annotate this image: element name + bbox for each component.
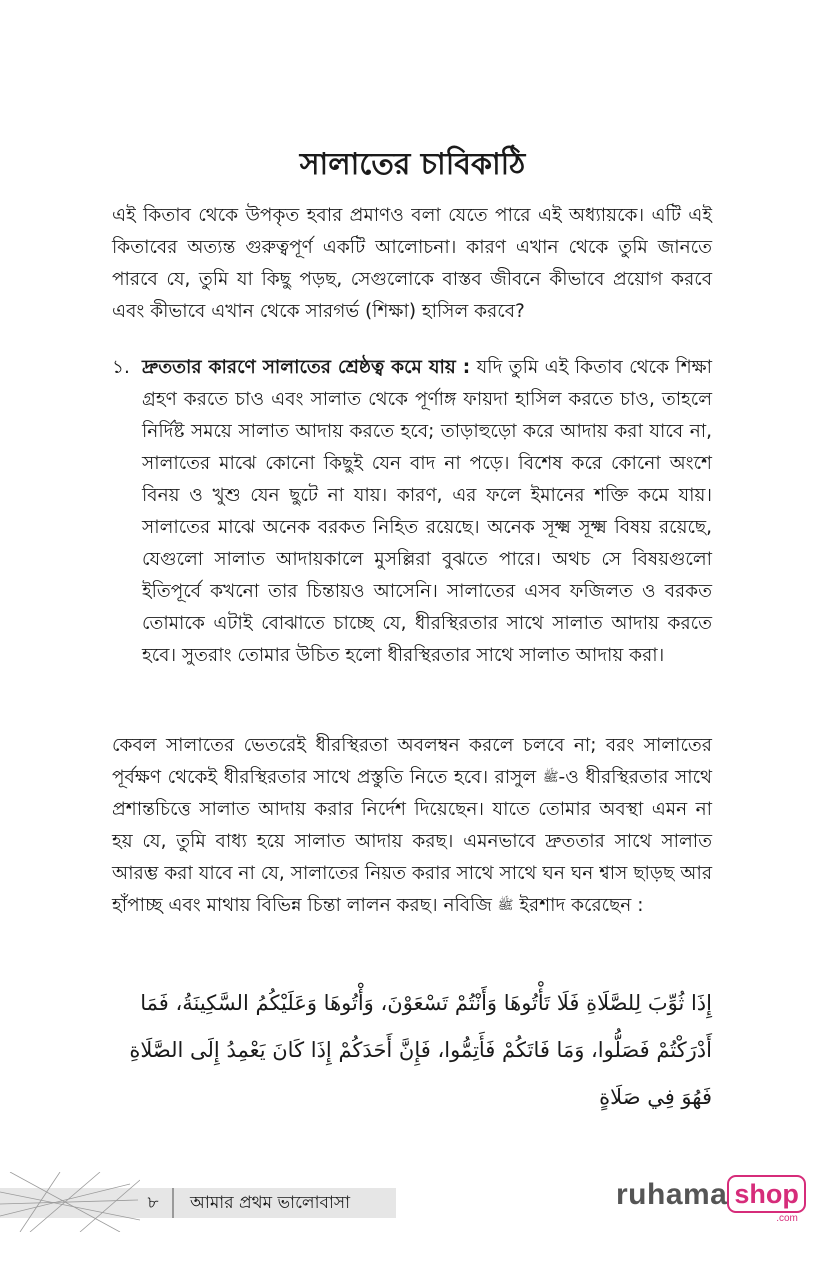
- second-paragraph: [112, 730, 712, 922]
- logo-shop-badge: shop: [727, 1175, 806, 1213]
- item-body: [142, 352, 712, 672]
- footer-decoration: [0, 1172, 140, 1232]
- logo-text: ruhama: [616, 1178, 728, 1211]
- salutation-seal: ﷺ: [497, 898, 514, 913]
- item-text: যদি তুমি এই কিতাব থেকে শিক্ষা গ্রহণ করতে চাও এবং সালাত থেকে পূর্ণাঙ্গ ফায়দা হাসিল করতে চাও, তাহলে নির্দিষ্ট সময়ে সালাত আদায় করতে হবে; তাড়াহুড়ো করে আদায় করা যাবে না, সালাতের মাঝে কোনো কিছুই যেন বাদ না পড়ে। বিশেষ করে কোনো অংশে বিনয় ও খুশু যেন ছুটে না যায়। কারণ, এর ফলে ইমানের শক্তি কমে যায়। সালাতের মাঝে অনেক বরকত নিহিত রয়েছে। অনেক সূক্ষ্ম সূক্ষ্ম বিষয় রয়েছে, যেগুলো সালাত আদায়কালে মুসল্লিরা বুঝতে পারে। অথচ সে বিষয়গুলো ইতিপূর্বে কখনো তার চিন্তায়ও আসেনি। সালাতের এসব ফজিলত ও বরকত তোমাকে এটাই বোঝাতে চাচ্ছে যে, ধীরস্থিরতার সাথে সালাত আদায় করতে হবে। সুতরাং তোমার উচিত হলো ধীরস্থিরতার সাথে সালাত আদায় করা।: [142, 357, 712, 666]
- item-heading: দ্রুততার কারণে সালাতের শ্রেষ্ঠত্ব কমে যায় :: [142, 357, 471, 378]
- page-title: সালাতের চাবিকাঠি: [299, 147, 526, 182]
- para2-part2: -ও ধীরস্থিরতার সাথে প্রশান্তচিত্তে সালাত আদায় করার নির্দেশ দিয়েছেন। যাতে তোমার অবস্থা এমন না হয় যে, তুমি বাধ্য হয়ে সালাত আদায় করছ। এমনভাবে দ্রুততার সাথে সালাত আরম্ভ করা যাবে না যে, সালাতের নিয়ত করার সাথে সাথে ঘন ঘন শ্বাস ছাড়ছ আর হাঁপাচ্ছ এবং মাথায় বিভিন্ন চিন্তা লালন করছ। নবিজি: [112, 767, 712, 916]
- item-number: ১.: [112, 357, 130, 378]
- arabic-hadith: إِذَا ثُوِّبَ لِلصَّلَاةِ فَلَا تَأْتُوهَا وَأَنْتُمْ تَسْعَوْنَ، وَأْتُوهَا وَعَلَيْكُمُ السَّكِينَةُ، فَمَا أَدْرَكْتُمْ فَصَلُّوا، وَمَا فَاتَكُمْ فَأَتِمُّوا، فَإِنَّ أَحَدَكُمْ إِذَا كَانَ يَعْمِدُ إِلَى الصَّلَاةِ فَهُوَ فِي صَلَاةٍ: [129, 991, 712, 1109]
- book-title: আমার প্রথম ভালোবাসা: [190, 1193, 351, 1213]
- para2-part1: কেবল সালাতের ভেতরেই ধীরস্থিরতা অবলম্বন করলে চলবে না; বরং সালাতের পূর্বক্ষণ থেকেই ধীরস্থিরতার সাথে প্রস্তুতি নিতে হবে। রাসুল: [112, 735, 712, 788]
- intro-paragraph: এই কিতাব থেকে উপকৃত হবার প্রমাণও বলা যেতে পারে এই অধ্যায়কে। এটি এই কিতাবের অত্যন্ত গুরুত্বপূর্ণ একটি আলোচনা। কারণ এখান থেকে তুমি জানতে পারবে যে, তুমি যা কিছু পড়ছ, সেগুলোকে বাস্তব জীবনে কীভাবে প্রয়োগ করবে এবং কীভাবে এখান থেকে সারগর্ভ (শিক্ষা) হাসিল করবে?: [112, 205, 712, 322]
- logo-domain: .com: [776, 1213, 798, 1224]
- para2-part3: ইরশাদ করেছেন :: [513, 895, 644, 916]
- page-number: ৮: [147, 1193, 159, 1213]
- publisher-logo: [616, 1175, 806, 1224]
- salutation-seal: ﷺ: [542, 770, 559, 785]
- numbered-item: [112, 352, 712, 672]
- footer-divider: [172, 1188, 174, 1218]
